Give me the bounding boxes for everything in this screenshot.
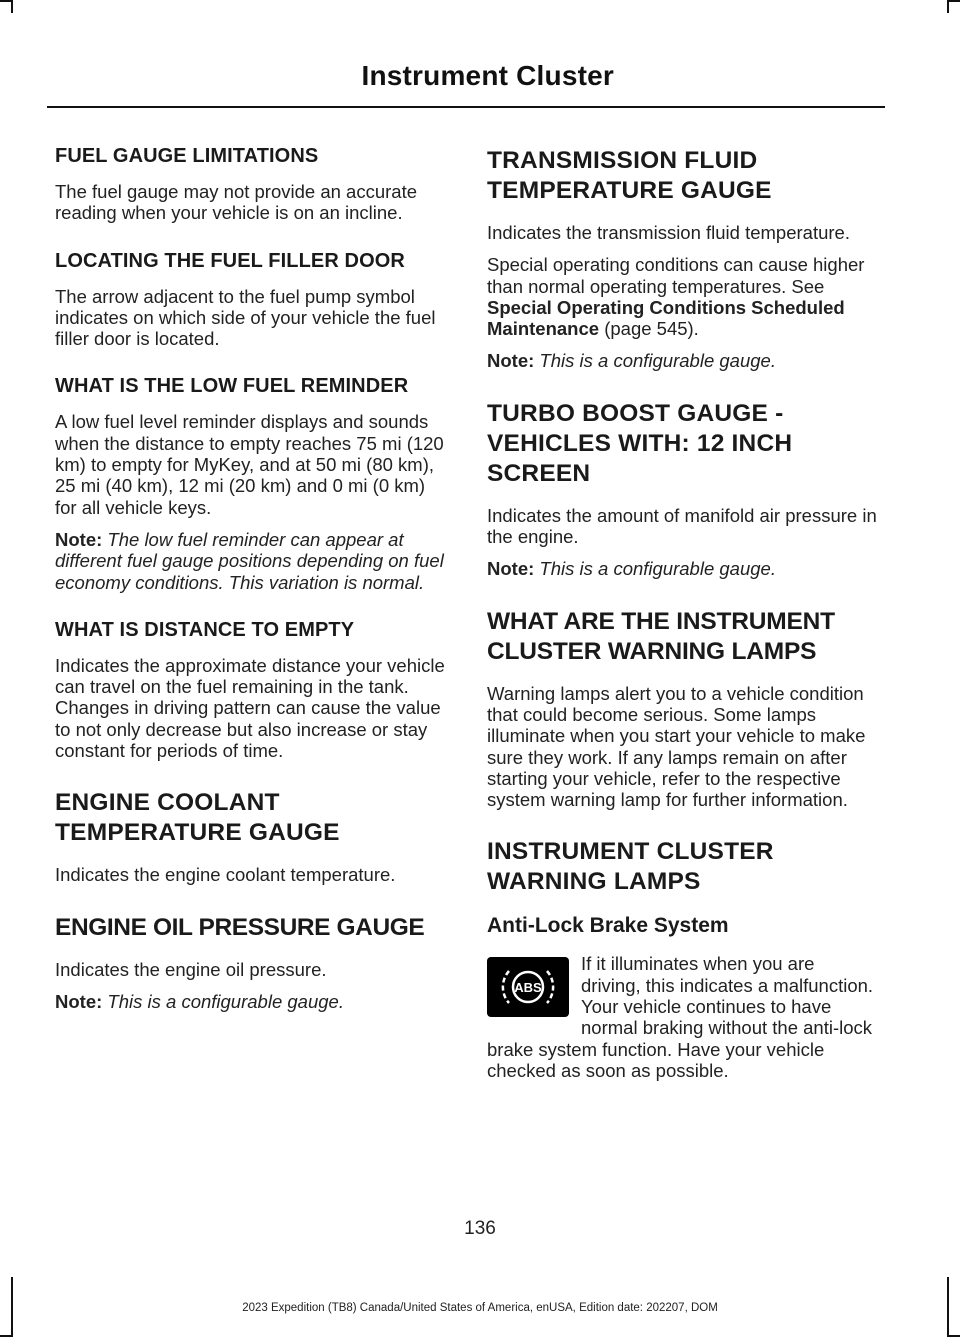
paragraph: The fuel gauge may not provide an accurate reading when your vehicle is on an incline. [55,181,418,224]
paragraph: Indicates the engine coolant temperature. [55,864,396,886]
note-label: Note: [55,990,103,1012]
note-label: Note: [55,528,103,550]
footer-edition-info: 2023 Expedition (TB8) Canada/United States of America, enUSA, Edition date: 202207, DOM [242,1302,718,1314]
paragraph: If it illuminates when you are driving, this indicates a malfunction. Your vehicle continues to have normal braking without the anti-lock brake system function. Have your vehicle checked as soon as possible. [487,953,874,1081]
crop-mark [947,0,949,13]
svg-text:ABS: ABS [514,980,542,996]
paragraph: Warning lamps alert you to a vehicle condition that could become serious. Some lamps illuminate when you start your vehicle to make sure they work. If any lamps remain on after starting your vehicle, refer to the respective system warning lamp for further information. [487,682,866,811]
heading-line: WHAT ARE THE INSTRUMENT [487,607,835,635]
note-text: This is a configurable gauge. [107,990,344,1012]
paragraph [487,254,879,339]
paragraph: A low fuel level reminder displays and sounds when the distance to empty reaches 75 mi (120 km) to empty for MyKey, and at 50 mi (80 km), 25 mi (40 km), 12 mi (20 km) and 0 mi (0 km) for all vehicle keys. [55,411,444,518]
subsection-heading-abs: Anti-Lock Brake System [487,914,729,938]
note [487,558,879,579]
note-text: The low fuel reminder can appear at different fuel gauge positions depending on fuel economy conditions. This variation is normal. [55,528,444,593]
section-heading-warning-lamps [487,837,879,897]
page-title: Instrument Cluster [361,60,614,91]
paragraph: Indicates the approximate distance your vehicle can travel on the fuel remaining in the tank. Changes in driving pattern can cause the value to not only decrease but also increase or stay constant for periods of time. [55,654,445,762]
note-text: This is a configurable gauge. [539,558,776,580]
note-label: Note: [487,350,535,372]
section-heading-distance-to-empty: WHAT IS DISTANCE TO EMPTY [55,618,355,641]
heading-line: SCREEN [487,459,591,487]
section-heading-engine-coolant [55,788,447,848]
crop-mark [11,0,13,13]
crop-mark [0,0,11,2]
heading-line: TEMPERATURE GAUGE [55,819,340,847]
header-divider [47,106,885,108]
left-column [55,146,447,1023]
heading-line: ENGINE COOLANT [55,789,280,817]
cross-reference-link[interactable]: Special Operating Conditions Scheduled Maintenance [487,296,845,340]
note-text: This is a configurable gauge. [539,350,776,372]
section-heading-what-are-warning-lamps [487,607,879,667]
note-label: Note: [487,558,535,580]
heading-line: INSTRUMENT CLUSTER [487,838,774,866]
section-heading-fuel-filler-door: LOCATING THE FUEL FILLER DOOR [55,249,405,272]
heading-line: TURBO BOOST GAUGE - [487,399,784,427]
text: (page 545). [599,318,699,340]
paragraph: The arrow adjacent to the fuel pump symbol indicates on which side of your vehicle the fuel filler door is located. [55,285,436,350]
paragraph: Indicates the engine oil pressure. [55,958,327,980]
heading-line: CLUSTER WARNING LAMPS [487,637,817,665]
section-heading-low-fuel-reminder: WHAT IS THE LOW FUEL REMINDER [55,375,409,398]
page-number: 136 [464,1218,496,1239]
note [55,991,447,1012]
heading-line: VEHICLES WITH: 12 INCH [487,429,793,457]
section-heading-engine-oil-pressure: ENGINE OIL PRESSURE GAUGE [55,913,425,941]
paragraph: Indicates the amount of manifold air pressure in the engine. [487,504,877,548]
section-heading-turbo-boost [487,399,879,489]
paragraph: Indicates the transmission fluid temperature. [487,222,850,243]
text: Special operating conditions can cause higher than normal operating temperatures. See [487,254,865,297]
heading-line: TEMPERATURE GAUGE [487,177,772,204]
crop-mark [949,0,960,2]
note [487,350,879,371]
section-heading-transmission-fluid [487,146,879,206]
heading-line: TRANSMISSION FLUID [487,147,758,174]
right-column [487,146,879,1092]
heading-line: WARNING LAMPS [487,868,701,896]
section-heading-fuel-gauge-limitations: FUEL GAUGE LIMITATIONS [55,145,319,167]
abs-warning-icon [487,957,569,1017]
note [55,529,447,593]
